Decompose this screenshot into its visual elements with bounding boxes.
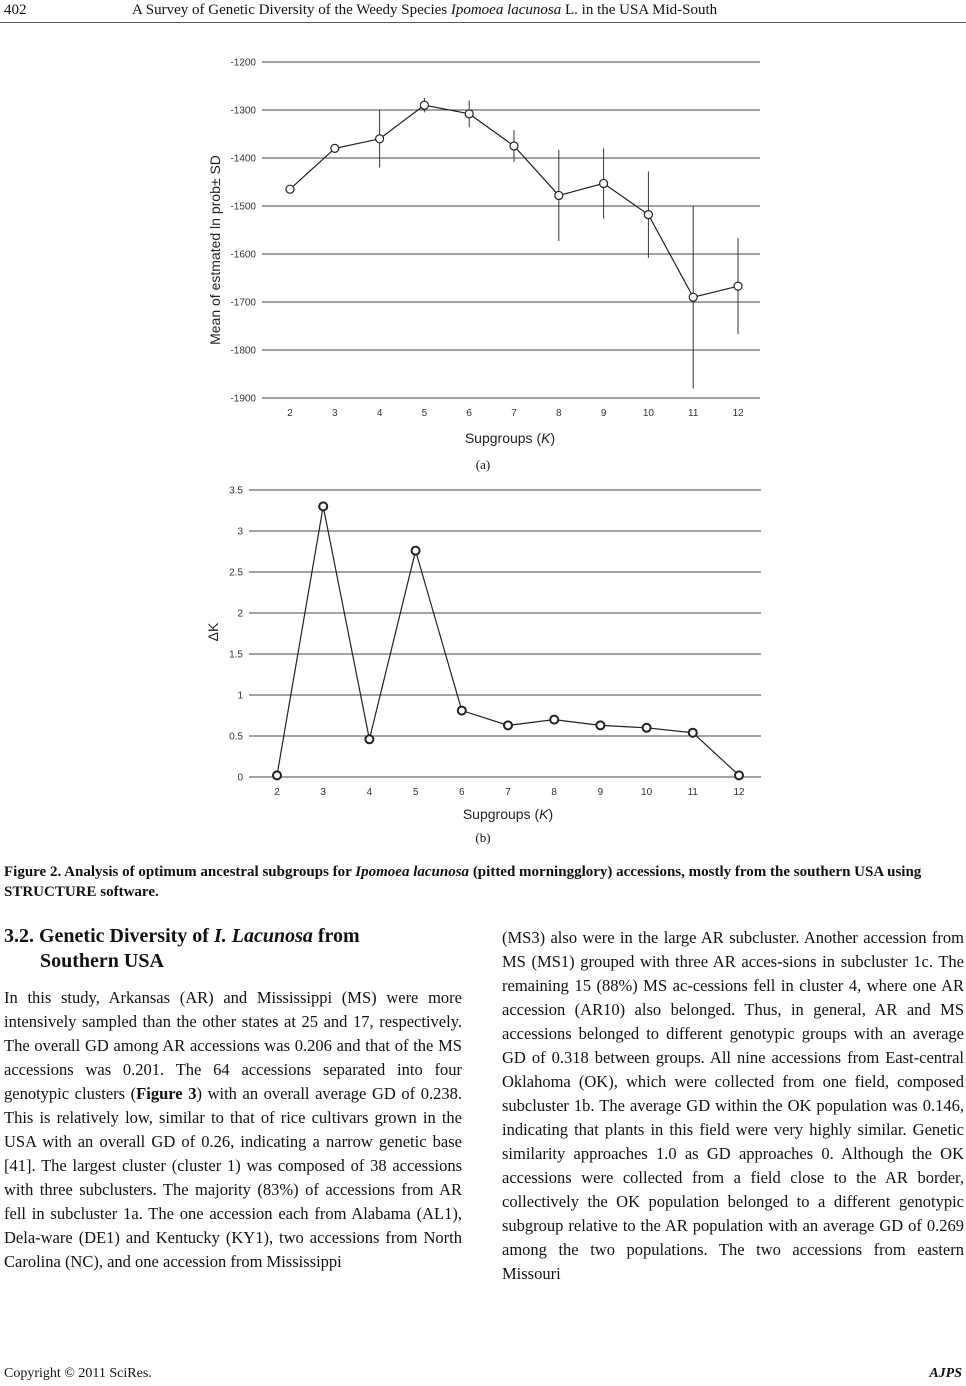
chart-a-point [555, 191, 563, 199]
chart-b-point [319, 502, 327, 510]
chart-a-errorbars [380, 98, 738, 388]
chart-b-xtick-label: 3 [320, 787, 326, 798]
chart-a-ytick-label: -1800 [230, 345, 256, 357]
chart-a-grid [262, 62, 760, 398]
chart-b-xtick-label: 5 [412, 787, 419, 798]
copyright-text: Copyright © 2011 SciRes. [4, 1366, 152, 1381]
chart-b-xticks [274, 787, 745, 798]
chart-b-point [689, 729, 697, 737]
figure-caption [4, 862, 964, 902]
chart-b-ytick-label: 2 [237, 608, 243, 620]
chart-a-point [644, 211, 652, 219]
chart-a-point [689, 293, 697, 301]
right-paragraph: (MS3) also were in the large AR subcluster. Another accession from MS (MS1) grouped with three AR acces-sions in subcluster 1c. The remaining 15 (88%) MS ac-cessions fell in cluster 4, where one AR accession (AR10) also belonged. Thus, in general, AR and MS accessions belonged to different genotypic groups with an average GD of 0.318 between groups. All nine accessions from East-central Oklahoma (OK), which were collected from one field, composed subcluster 1b. The average GD within the OK population was 0.146, indicating that plants in this field were very highly similar. Genetic similarity approaches 1.0 as GD approaches 0. Although the OK accessions were collected from a field close to the AR border, collectively the OK population belonged to a different genotypic subgroup relative to the AR population with an average GD of 0.269 among the two populations. The two accessions from eastern Missouri [502, 928, 964, 1283]
chart-a-point [734, 282, 742, 290]
section-heading-species: I. Lacunosa [213, 925, 313, 947]
header-rule [0, 22, 966, 23]
left-text-post: ) with an overall average GD of 0.238. This is relatively low, similar to that of rice cultivars grown in the USA with an overall GD of 0.26, indicating a narrow genetic base [41]. The largest cluster (cluster 1) was composed of 38 accessions with three subclusters. The majority (83%) of accessions from AR fell in subcluster 1a. The one accession each from Alabama (AL1), Dela-ware (DE1) and Kentucky (KY1), two accessions from North Carolina (NC), and one accession from Mississippi [4, 1084, 462, 1271]
chart-a-xtick-label: 6 [466, 408, 472, 419]
running-header [0, 0, 966, 22]
chart-a-point [465, 110, 473, 118]
chart-a-xtick-label: 4 [376, 408, 383, 419]
chart-b-ytick-label: 2.5 [229, 567, 243, 579]
chart-b-xtick-label: 12 [733, 787, 745, 798]
chart-b-xtick-label: 6 [459, 787, 465, 798]
chart-a-xtick-label: 5 [421, 408, 428, 419]
chart-a-xtick-label: 3 [332, 408, 338, 419]
chart-a-xtick-label: 9 [600, 408, 607, 419]
chart-a-xtick-label: 11 [688, 408, 699, 419]
running-title-species: Ipomoea lacunosa [450, 2, 562, 18]
chart-b-xtick-label: 11 [687, 787, 698, 798]
chart-a-xticks [287, 408, 744, 419]
chart-a-ytick-label: -1700 [230, 297, 256, 309]
chart-a-ytick-label: -1300 [230, 105, 256, 117]
chart-a-point [376, 135, 384, 143]
chart-b-point [412, 547, 420, 555]
chart-b-ytick-label: 1.5 [229, 649, 243, 661]
chart-a-xtick-label: 2 [287, 408, 293, 419]
chart-b [0, 478, 966, 848]
chart-b-xtick-label: 10 [641, 787, 653, 798]
chart-b-series-line [277, 506, 739, 775]
figure-3-reference[interactable]: Figure 3 [136, 1084, 197, 1103]
chart-b-point [458, 707, 466, 715]
chart-b-point [273, 771, 281, 779]
chart-a-xtick-label: 12 [732, 408, 744, 419]
left-paragraph [4, 986, 462, 1274]
caption-species: Ipomoea lacunosa [355, 864, 470, 880]
right-column-text [502, 926, 964, 1286]
chart-b-panel-label: (b) [475, 830, 491, 845]
chart-b-ytick-label: 0 [237, 772, 243, 784]
section-heading [4, 924, 464, 974]
chart-b-ytick-label: 0.5 [229, 731, 243, 743]
chart-a-xtick-label: 8 [556, 408, 562, 419]
running-title-post: L. in the USA Mid-South [561, 2, 718, 18]
chart-a-ytick-label: -1400 [230, 153, 256, 165]
journal-name: AJPS [929, 1366, 962, 1381]
chart-b-xtick-label: 4 [366, 787, 373, 798]
section-heading-line1 [4, 925, 360, 947]
chart-a-point [510, 142, 518, 150]
chart-a-ytick-label: -1500 [230, 201, 256, 213]
chart-a-ytick-label: -1200 [230, 57, 256, 69]
page-number: 402 [4, 2, 27, 18]
chart-a [0, 50, 966, 524]
left-text-pre: In this study, Arkansas (AR) and Mississippi (MS) were more intensively sampled than the other states at 25 and 17, respectively. The overall GD among AR accessions was 0.206 and that of the MS accessions was 0.201. The 64 accessions separated into four genotypic clusters ( [4, 988, 462, 1103]
chart-b-point [643, 724, 651, 732]
chart-a-panel-label: (a) [475, 457, 491, 472]
running-title-pre: A Survey of Genetic Diversity of the Weedy Species [132, 2, 451, 18]
chart-b-grid [249, 490, 761, 777]
chart-b-point [365, 735, 373, 743]
chart-b-xtick-label: 2 [274, 787, 280, 798]
chart-a-xlabel: Supgroups (K) [464, 430, 556, 446]
chart-b-ytick-label: 3.5 [229, 485, 243, 497]
chart-a-ylabel: Mean of estmated ln prob± SD [207, 155, 223, 345]
section-heading-pre: 3.2. Genetic Diversity of [4, 925, 214, 947]
chart-b-point [550, 716, 558, 724]
chart-b-ytick-label: 1 [237, 690, 243, 702]
chart-b-xtick-label: 7 [505, 787, 511, 798]
chart-a-point [286, 185, 294, 193]
chart-a-ytick-label: -1900 [230, 393, 256, 405]
chart-a-yticks [230, 58, 256, 405]
chart-b-xtick-label: 9 [597, 787, 604, 798]
chart-b-ytick-label: 3 [237, 526, 243, 538]
chart-a-point [331, 144, 339, 152]
left-column-text [4, 986, 462, 1274]
chart-a-ytick-label: -1600 [230, 249, 256, 261]
chart-a-xtick-label: 7 [511, 408, 517, 419]
running-title [132, 2, 717, 19]
chart-b-yticks [229, 486, 243, 784]
chart-a-point [600, 179, 608, 187]
section-heading-post: from [312, 925, 360, 947]
chart-b-xtick-label: 8 [551, 787, 557, 798]
chart-a-xtick-label: 10 [642, 408, 654, 419]
chart-b-point [504, 721, 512, 729]
section-heading-line2: Southern USA [40, 950, 164, 972]
chart-b-ylabel: ΔK [205, 622, 221, 642]
chart-b-point [596, 721, 604, 729]
caption-pre: Figure 2. Analysis of optimum ancestral subgroups for [4, 864, 356, 880]
chart-b-points [273, 502, 743, 779]
caption-post: (pitted morningglory) accessions, mostly from the southern USA using STRUCTURE software. [4, 864, 922, 900]
chart-b-xlabel: Supgroups (K) [462, 806, 554, 822]
chart-a-point [420, 101, 428, 109]
chart-b-point [735, 771, 743, 779]
